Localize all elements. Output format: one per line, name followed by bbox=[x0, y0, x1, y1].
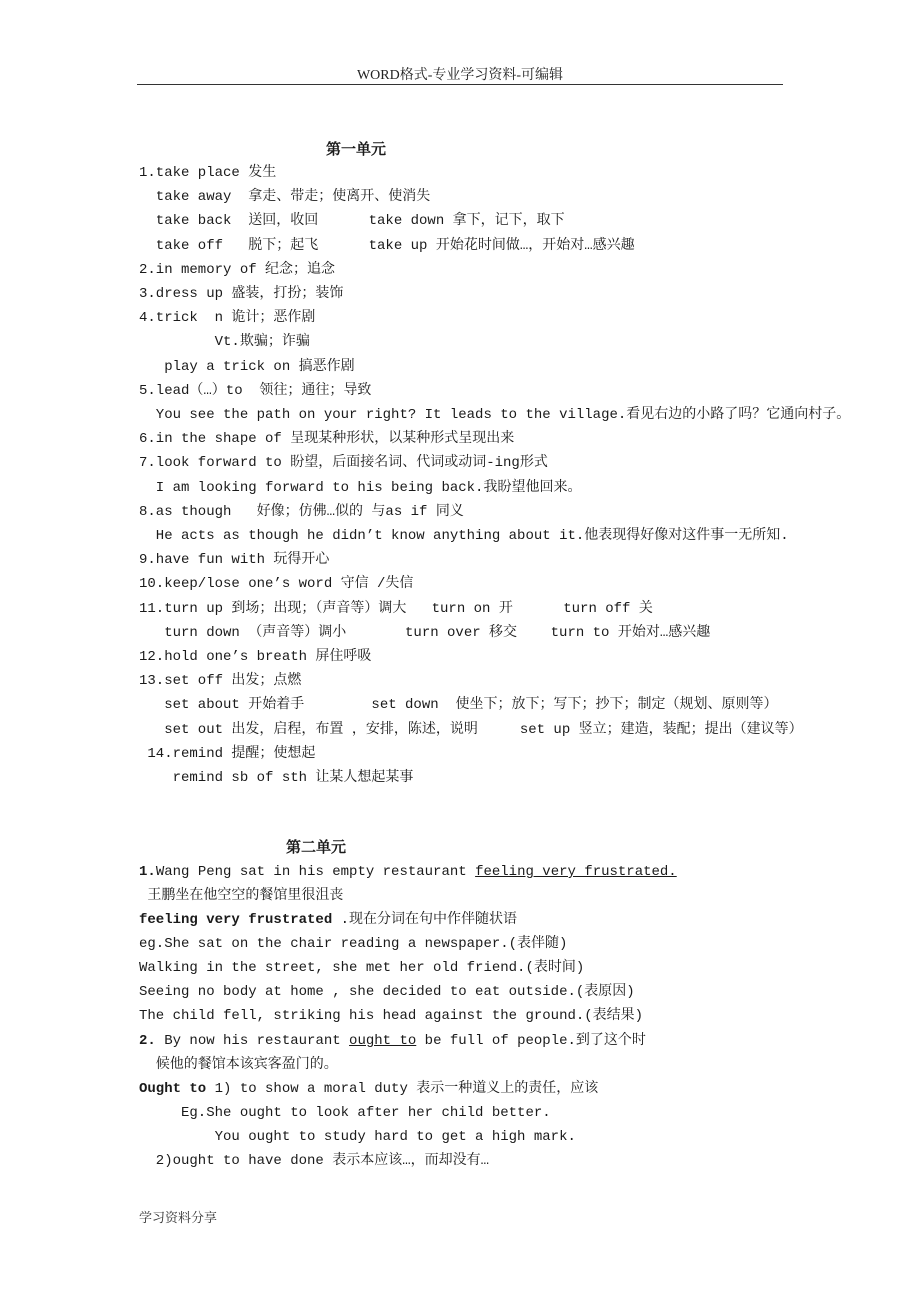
vocab-line: set about 开始着手 set down 使坐下；放下；写下；抄下；制定（规划、原则等） bbox=[139, 697, 778, 713]
example-line: Walking in the street, she met her old friend.(表时间) bbox=[139, 960, 585, 976]
example-line: The child fell, striking his head against the ground.(表结果) bbox=[139, 1008, 644, 1024]
vocab-line: play a trick on 搞恶作剧 bbox=[139, 359, 355, 375]
vocab-line: 8.as though 好像；仿佛…似的 与as if 同义 bbox=[139, 504, 464, 520]
vocab-line: Vt.欺骗；诈骗 bbox=[139, 334, 310, 350]
page-footer: 学习资料分享 bbox=[139, 1211, 218, 1226]
vocab-line: 5.lead（…）to 领往；通往；导致 bbox=[139, 383, 372, 399]
header-divider bbox=[137, 84, 783, 85]
usage-label: Ought to bbox=[139, 1081, 207, 1097]
unit2-item1-sentence: 1.Wang Peng sat in his empty restaurant feeling very frustrated. bbox=[139, 864, 677, 880]
unit2-title: 第二单元 bbox=[286, 838, 347, 856]
underlined-phrase: feeling very frustrated. bbox=[475, 864, 677, 880]
vocab-line: take back 送回，收回 take down 拿下，记下，取下 bbox=[139, 213, 565, 229]
vocab-line: 9.have fun with 玩得开心 bbox=[139, 552, 330, 568]
vocab-line: I am looking forward to his being back.我盼望他回来。 bbox=[139, 480, 582, 496]
vocab-line: 6.in the shape of 呈现某种形状，以某种形式呈现出来 bbox=[139, 431, 515, 447]
vocab-line: take off 脱下；起飞 take up 开始花时间做…，开始对…感兴趣 bbox=[139, 238, 635, 254]
unit2-item2-sentence: 2. By now his restaurant ought to be full of people.到了这个时 bbox=[139, 1033, 646, 1049]
vocab-line: 12.hold one’s breath 屏住呼吸 bbox=[139, 649, 372, 665]
unit2-item1-note: feeling very frustrated .现在分词在句中作伴随状语 bbox=[139, 912, 518, 928]
vocab-line: remind sb of sth 让某人想起某事 bbox=[139, 770, 414, 786]
vocab-line: 7.look forward to 盼望，后面接名词、代词或动词-ing形式 bbox=[139, 455, 548, 471]
vocab-line: 4.trick n 诡计；恶作剧 bbox=[139, 310, 316, 326]
item-number: 1. bbox=[139, 864, 156, 880]
unit2-usage1: Ought to 1) to show a moral duty 表示一种道义上的责任，应该 bbox=[139, 1081, 599, 1097]
bold-phrase: feeling very frustrated bbox=[139, 912, 333, 928]
vocab-line: 14.remind 提醒；使想起 bbox=[139, 746, 316, 762]
vocab-line: You see the path on your right? It leads to the village.看见右边的小路了吗？它通向村子。 bbox=[139, 407, 851, 423]
vocab-line: 11.turn up 到场；出现；（声音等）调大 turn on 开 turn off 关 bbox=[139, 601, 653, 617]
example-line: Eg.She ought to look after her child better. bbox=[139, 1105, 551, 1121]
vocab-line: 10.keep/lose one’s word 守信 /失信 bbox=[139, 576, 414, 592]
unit2-usage2: 2)ought to have done 表示本应该…，而却没有… bbox=[139, 1153, 490, 1169]
unit1-title: 第一单元 bbox=[326, 140, 387, 158]
page-header: WORD格式-专业学习资料-可编辑 bbox=[356, 68, 564, 83]
vocab-line: 13.set off 出发；点燃 bbox=[139, 673, 302, 689]
example-line: You ought to study hard to get a high mark. bbox=[139, 1129, 576, 1145]
vocab-line: take away 拿走、带走；使离开、使消失 bbox=[139, 189, 431, 205]
item-number: 2. bbox=[139, 1033, 156, 1049]
example-line: Seeing no body at home , she decided to eat outside.(表原因) bbox=[139, 984, 635, 1000]
vocab-line: He acts as though he didn’t know anything about it.他表现得好像对这件事一无所知. bbox=[139, 528, 789, 544]
vocab-line: set out 出发，启程，布置 ，安排，陈述，说明 set up 竖立；建造，装配；提出（建议等） bbox=[139, 722, 803, 738]
vocab-line: 3.dress up 盛装，打扮；装饰 bbox=[139, 286, 344, 302]
unit2-item2-translation: 候他的餐馆本该宾客盈门的。 bbox=[139, 1057, 338, 1073]
vocab-line: turn down （声音等）调小 turn over 移交 turn to 开始对…感兴趣 bbox=[139, 625, 711, 641]
underlined-phrase: ought to bbox=[349, 1033, 417, 1049]
vocab-line: 1.take place 发生 bbox=[139, 165, 277, 181]
unit2-item1-translation: 王鹏坐在他空空的餐馆里很沮丧 bbox=[139, 888, 344, 904]
vocab-line: 2.in memory of 纪念；追念 bbox=[139, 262, 336, 278]
example-line: eg.She sat on the chair reading a newspaper.(表伴随) bbox=[139, 936, 568, 952]
